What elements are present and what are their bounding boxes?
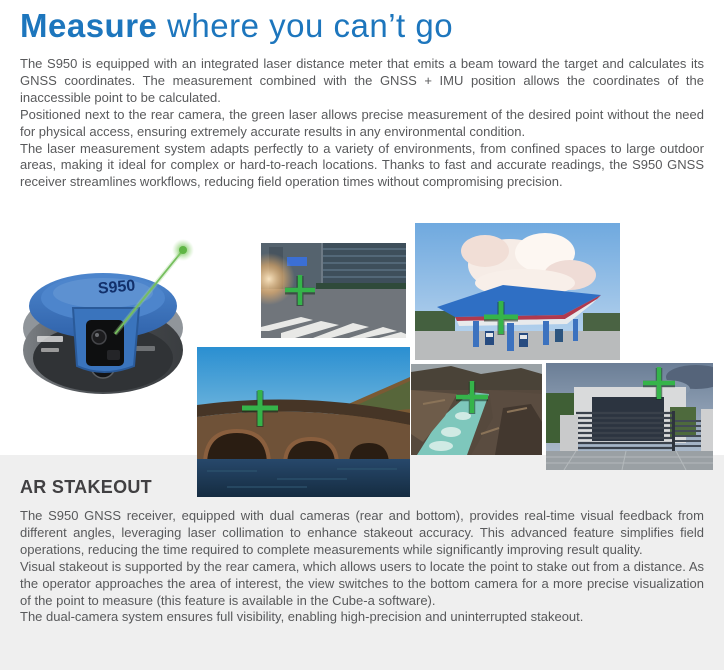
stakeout-paragraph-1: The S950 GNSS receiver, equipped with dual cameras (rear and bottom), provides real-time visual feedback from different angles, leveraging laser collimation to enhance stakeout accuracy. This advanced feature simplifies field operations, reducing the time required to complete measurements while significantly improving result quality. xyxy=(20,508,704,557)
gas-asphalt xyxy=(415,331,620,360)
page-title-rest: where you can’t go xyxy=(157,7,454,44)
stakeout-heading: AR STAKEOUT xyxy=(20,477,152,497)
bridge-water xyxy=(197,459,410,497)
device-port xyxy=(41,348,59,352)
device-camera-sensor xyxy=(107,350,120,360)
page-title-bold: Measure xyxy=(20,7,158,44)
photo-street-crossing xyxy=(261,243,406,338)
stakeout-paragraph-3: The dual-camera system ensures full visibility, enabling high-precision and uninterrupted stakeout. xyxy=(20,609,584,625)
device-model-label: S950 xyxy=(97,277,136,298)
stakeout-text xyxy=(20,508,704,626)
intro-text xyxy=(20,56,704,191)
s950-receiver-illustration xyxy=(15,238,200,410)
gate-post xyxy=(672,411,675,451)
laser-dot xyxy=(179,246,187,254)
intro-paragraph-1: The S950 is equipped with an integrated laser distance meter that emits a beam toward the target and calculates its GNSS coordinates. The measurement combined with the GNSS + IMU position allows the coordinates of the inaccessible point to be calculated. xyxy=(20,56,704,105)
photo-gas-station xyxy=(415,223,620,360)
intro-paragraph-2: Positioned next to the rear camera, the green laser allows precise measurement of the desired point without the need for physical access, ensuring extremely accurate results in any environmental condition. xyxy=(20,106,704,139)
device-lens-glint xyxy=(95,333,99,337)
stakeout-paragraph-2: Visual stakeout is supported by the rear camera, which allows users to locate the point to stake out from a distance. As the operator approaches the area of interest, the view switches to the bottom camera for a more precise visualization of the point to measure (this feature is available in the Cube-a software). xyxy=(20,558,704,608)
device-camera-lens xyxy=(92,330,106,344)
gate-driveway xyxy=(546,451,713,470)
photo-rocky-river xyxy=(411,364,542,455)
gas-trees-right xyxy=(583,313,620,333)
device-port-label xyxy=(37,336,63,342)
gate-wall-right xyxy=(701,409,713,453)
photo-stone-bridge xyxy=(197,347,410,497)
gate-wall-left xyxy=(560,415,578,453)
photo-modern-gate xyxy=(546,363,713,470)
intro-paragraph-3: The laser measurement system adapts perfectly to a variety of environments, from confined spaces to large outdoor areas, making it ideal for complex or hard-to-reach locations. Thanks to fast and accurate readings, the S950 GNSS receiver streamlines workflows, reducing field operation times without compromising precision. xyxy=(20,140,704,190)
page-title xyxy=(20,6,710,46)
